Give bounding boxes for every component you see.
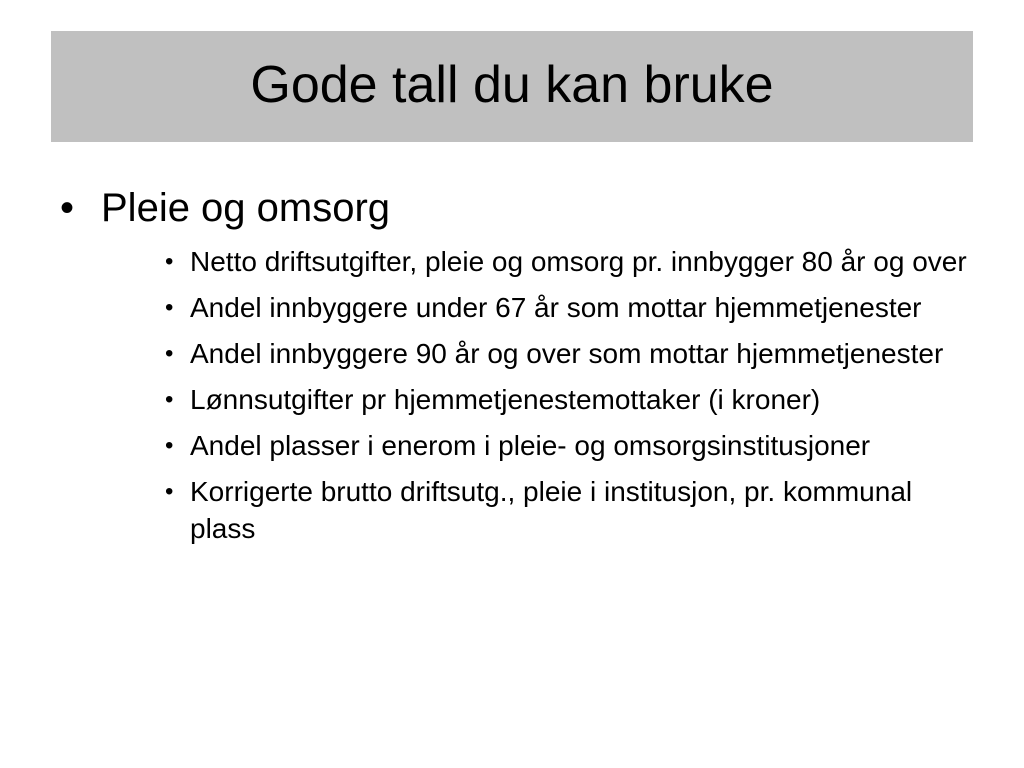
bullet-icon: • — [165, 478, 174, 505]
bullet-icon: • — [165, 340, 174, 367]
sub-bullet-item — [165, 473, 985, 547]
sub-bullet-text: Netto driftsutgifter, pleie og omsorg pr. innbygger 80 år og over — [190, 246, 967, 277]
sub-bullet-item — [165, 427, 985, 464]
sub-bullet-item — [165, 335, 985, 372]
bullet-level1-text: Pleie og omsorg — [101, 186, 391, 230]
sub-bullet-text: Andel innbyggere 90 år og over som mottar hjemmetjenester — [190, 338, 944, 369]
slide-title: Gode tall du kan bruke — [250, 55, 774, 114]
sub-bullet-text: Andel innbyggere under 67 år som mottar hjemmetjenester — [190, 292, 922, 323]
sub-bullet-item — [165, 243, 985, 280]
bullet-icon: • — [165, 294, 174, 321]
bullet-icon: • — [165, 248, 174, 275]
bullet-icon: • — [60, 186, 75, 230]
bullet-icon: • — [165, 386, 174, 413]
sub-bullet-text: Lønnsutgifter pr hjemmetjenestemottaker (i kroner) — [190, 384, 821, 415]
sub-bullet-list — [165, 243, 985, 556]
bullet-icon: • — [165, 432, 174, 459]
sub-bullet-text: Andel plasser i enerom i pleie- og omsorgsinstitusjoner — [190, 430, 871, 461]
sub-bullet-item — [165, 289, 985, 326]
sub-bullet-text: Korrigerte brutto driftsutg., pleie i institusjon, pr. kommunal plass — [190, 476, 913, 544]
sub-bullet-item — [165, 381, 985, 418]
